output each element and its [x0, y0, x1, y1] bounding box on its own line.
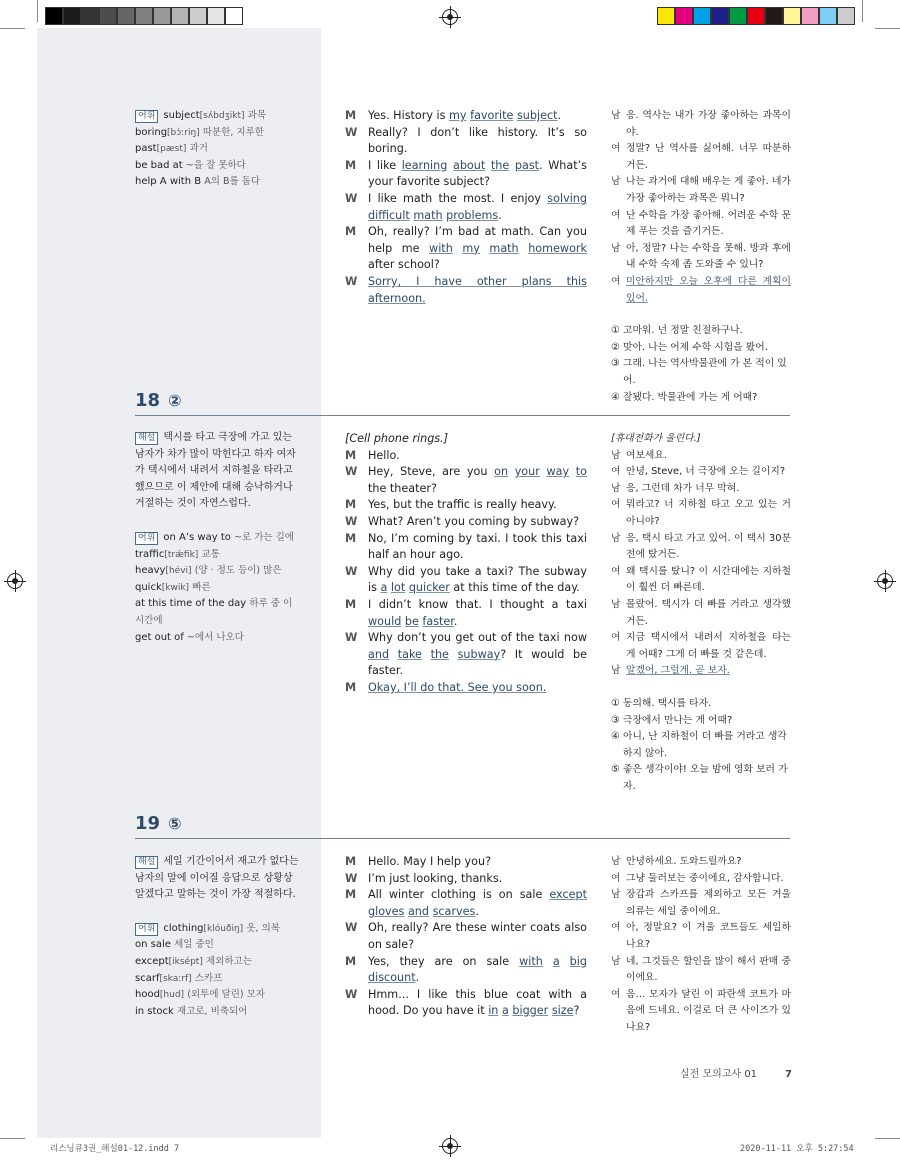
- dialogue-line: M No, I’m coming by taxi. I took this taxi half an hour ago.: [345, 531, 587, 562]
- option-item: ② 맞아. 나는 어제 수학 시험을 봤어.: [611, 341, 768, 353]
- q17-translation: [611, 108, 791, 406]
- translation-line: 여 난 수학을 가장 좋아해. 어려운 수학 문제 푸는 것을 즐기거든.: [611, 209, 791, 238]
- question-header-18: [135, 385, 790, 416]
- vocab-entry: be bad at ~을 잘 못하다: [135, 159, 246, 171]
- stage-direction: [Cell phone rings.]: [345, 432, 449, 445]
- crop-mark: [0, 28, 25, 29]
- translation-line: 남 알겠어, 그럴게. 곧 보자.: [611, 665, 730, 677]
- translation-line: 여 지금 택시에서 내려서 지하철을 타는 게 어때? 그게 더 빠를 것 같은데.: [611, 632, 791, 660]
- answer-mark: ⑤: [168, 814, 182, 833]
- q18-notes: 해설 택시를 타고 극장에 가고 있는 남자가 차가 많이 막힌다고 하자 여자가 택시에서 내려서 지하철을 타라고 했으므로 이 제안에 대해 승낙하거나 거절하는 것이 자연스럽다. 어휘 on A’s way to ~로 가는 길에 traffic[trǽfik] 교통 heavy[hévi] (양 · 정도 등이) 많은 quick[kwik] 빠른 at this time of the day 하루 중 이 시간에 get out of ~에서 나오다: [135, 430, 300, 646]
- page-number: 7: [785, 1069, 793, 1080]
- dialogue-line: W What? Aren’t you coming by subway?: [345, 514, 580, 528]
- translation-line: 여 그냥 둘러보는 중이에요, 감사합니다.: [611, 872, 784, 884]
- footer-title: 실전 모의고사 01: [680, 1069, 758, 1080]
- registration-target-icon: [877, 573, 893, 589]
- dialogue-line: W Why don’t you get out of the taxi now and take the subway? It would be faster.: [345, 631, 588, 678]
- dialogue-line: M I didn’t know that. I thought a taxi would be faster.: [345, 597, 587, 628]
- dialogue-line: W Sorry, I have other plans this afternoon.: [345, 274, 587, 305]
- crop-mark: [875, 1138, 900, 1139]
- slug-filename: 리스닝큐3권_해설01-12.indd 7: [50, 1144, 180, 1154]
- dialogue-line: W Hey, Steve, are you on your way to the theater?: [345, 465, 587, 495]
- option-item: ④ 아니, 난 지하철이 더 빠를 거라고 생각하지 않아.: [611, 731, 787, 759]
- vocab-badge: 어휘: [135, 923, 158, 936]
- translation-line: 남 응. 역사는 내가 가장 좋아하는 과목이야.: [611, 110, 791, 138]
- q19-dialogue: [345, 854, 587, 1020]
- registration-target-icon: [7, 573, 23, 589]
- vocab-entry: hood[hud] (외투에 달린) 모자: [135, 989, 265, 1001]
- crop-mark: [875, 28, 900, 29]
- q19-notes: 해설 세일 기간이어서 재고가 없다는 남자의 말에 이어질 응답으로 상황상 알겠다고 말하는 것이 가장 적절하다. 어휘 clothing[klóuðiŋ] 옷, 의복 on sale 세일 중인 except[iksépt] 제외하고는 scarf[skaːrf] 스카프 hood[hud] (외투에 달린) 모자 in stock 재고로, 비축되어: [135, 854, 300, 1020]
- stage-direction: [휴대전화가 울린다.]: [611, 433, 701, 444]
- dialogue-line: W Why did you take a taxi? The subway is a lot quicker at this time of the day.: [345, 564, 587, 595]
- dialogue-line: W Oh, really? Are these winter coats also on sale?: [345, 921, 587, 951]
- vocab-entry: at this time of the day 하루 중 이 시간에: [135, 598, 293, 626]
- dialogue-line: M Yes. History is my favorite subject.: [345, 109, 562, 122]
- translation-line: 남 아, 정말? 나는 수학을 못해. 방과 후에 내 수학 숙제 좀 도와줄 수 있니?: [611, 242, 791, 271]
- answer-mark: ②: [168, 391, 182, 410]
- explanation-badge: 해설: [135, 856, 158, 869]
- option-item: ④ 잘됐다. 박물관에 가는 게 어때?: [611, 391, 758, 403]
- translation-line: 남 여보세요.: [611, 449, 667, 461]
- translation-line: 남 몰랐어. 택시가 더 빠를 거라고 생각했거든.: [611, 598, 791, 627]
- translation-line: 여 아, 정말요? 이 겨울 코트들도 세일하나요?: [611, 922, 791, 950]
- q18-translation: [611, 431, 791, 795]
- q18-dialogue: [345, 431, 587, 697]
- translation-line: 여 미안하지만 오늘 오후에 다른 계획이 있어.: [611, 275, 791, 304]
- vocab-entry: scarf[skaːrf] 스카프: [135, 972, 223, 984]
- translation-line: 여 정말? 난 역사를 싫어해. 너무 따분하거든.: [611, 143, 791, 171]
- q17-vocab: 어휘 subject[sʌ́bdʒikt] 과목 boring[bɔ́ːriŋ] 따분한, 지루한 past[pæst] 과거 be bad at ~을 잘 못하다 help A with B A의 B를 돕다: [135, 108, 300, 191]
- dialogue-line: W I like math the most. I enjoy solving difficult math problems.: [345, 191, 587, 222]
- option-item: ③ 그래. 나는 역사박물관에 가 본 적이 있어.: [611, 358, 787, 386]
- explanation: 해설 택시를 타고 극장에 가고 있는 남자가 차가 많이 막힌다고 하자 여자가 택시에서 내려서 지하철을 타라고 했으므로 이 제안에 대해 승낙하거나 거절하는 것이 자연스럽다.: [135, 432, 296, 510]
- translation-line: 남 응, 택시 타고 가고 있어. 이 택시 30분전에 탔거든.: [611, 532, 791, 561]
- answer-options: [611, 696, 791, 796]
- translation-line: 남 안녕하세요. 도와드릴까요?: [611, 856, 742, 867]
- translation-line: 남 응, 그런데 차가 너무 막혀.: [611, 482, 740, 494]
- page-footer: [680, 1065, 792, 1080]
- option-item: ⑤ 좋은 생각이야! 오늘 밤에 영화 보러 가자.: [611, 764, 788, 792]
- grayscale-bar: [45, 7, 243, 25]
- dialogue-line: M Okay, I’ll do that. See you soon.: [345, 680, 547, 694]
- dialogue-line: M Hello. May I help you?: [345, 855, 492, 868]
- translation-line: 남 장갑과 스카프를 제외하고 모든 겨울 의류는 세일 중이에요.: [611, 889, 791, 917]
- dialogue-line: M All winter clothing is on sale except gloves and scarves.: [345, 888, 587, 918]
- dialogue-line: W I’m just looking, thanks.: [345, 871, 503, 885]
- vocab-entry: in stock 재고로, 비축되어: [135, 1005, 248, 1017]
- registration-target-icon: [442, 1138, 458, 1154]
- translation-line: 여 음… 모자가 달린 이 파란색 코트가 마음에 드네요. 이걸로 더 큰 사이즈가 있나요?: [611, 988, 791, 1033]
- explanation-badge: 해설: [135, 432, 158, 445]
- vocab-entry: help A with B A의 B를 돕다: [135, 176, 261, 188]
- translation-line: 여 안녕, Steve, 너 극장에 오는 길이지?: [611, 466, 786, 478]
- translation-line: 남 네, 그것들은 할인을 많이 해서 판매 중이에요.: [611, 955, 791, 984]
- dialogue-line: W Hmm... I like this blue coat with a hood. Do you have it in a bigger size?: [345, 987, 587, 1018]
- translation-line: 여 뭐라고? 너 지하철 타고 오고 있는 거 아니야?: [611, 499, 791, 527]
- registration-target-icon: [442, 9, 458, 25]
- dialogue-line: M Yes, they are on sale with a big discount.: [345, 954, 587, 985]
- vocab-badge: 어휘: [135, 110, 158, 123]
- vocab-entry: except[iksépt] 제외하고는: [135, 955, 252, 967]
- vocab-entry: traffic[trǽfik] 교통: [135, 548, 220, 560]
- q19-translation: [611, 854, 791, 1037]
- explanation: 해설 세일 기간이어서 재고가 없다는 남자의 말에 이어질 응답으로 상황상 알겠다고 말하는 것이 가장 적절하다.: [135, 856, 299, 901]
- slug-timestamp: 2020-11-11 오후 5:27:54: [740, 1144, 854, 1154]
- option-item: ① 고마워. 넌 정말 친절하구나.: [611, 325, 743, 337]
- q17-dialogue: [345, 108, 587, 307]
- option-item: ③ 극장에서 만나는 게 어때?: [611, 714, 733, 726]
- option-item: ① 동의해. 택시를 타자.: [611, 697, 712, 709]
- dialogue-line: M Hello.: [345, 448, 400, 462]
- vocab-entry: heavy[hévi] (양 · 정도 등이) 많은: [135, 565, 282, 577]
- crop-mark: [37, 0, 38, 22]
- dialogue-line: M I like learning about the past. What’s your favorite subject?: [345, 158, 588, 189]
- color-bar: [657, 7, 855, 25]
- crop-mark: [862, 0, 863, 22]
- vocab-entry: get out of ~에서 나오다: [135, 631, 244, 643]
- vocab-badge: 어휘: [135, 532, 158, 545]
- translation-line: 남 나는 과거에 대해 배우는 게 좋아. 네가 가장 좋아하는 과목은 뭐니?: [611, 176, 791, 204]
- translation-line: 여 왜 택시를 탔니? 이 시간대에는 지하철이 훨씬 더 빠른데.: [611, 565, 791, 594]
- dialogue-line: W Really? I don’t like history. It’s so boring.: [345, 125, 587, 156]
- question-header-19: [135, 808, 790, 839]
- dialogue-line: M Yes, but the traffic is really heavy.: [345, 498, 557, 512]
- crop-mark: [0, 1138, 25, 1139]
- vocab-entry: boring[bɔ́ːriŋ] 따분한, 지루한: [135, 126, 264, 138]
- vocab-entry: on sale 세일 중인: [135, 939, 214, 951]
- dialogue-line: M Oh, really? I’m bad at math. Can you help me with my math homework after school?: [345, 225, 587, 272]
- question-number: 18: [135, 390, 161, 411]
- vocab-entry: quick[kwik] 빠른: [135, 581, 211, 593]
- vocab-entry: past[pæst] 과거: [135, 143, 208, 155]
- question-number: 19: [135, 813, 161, 834]
